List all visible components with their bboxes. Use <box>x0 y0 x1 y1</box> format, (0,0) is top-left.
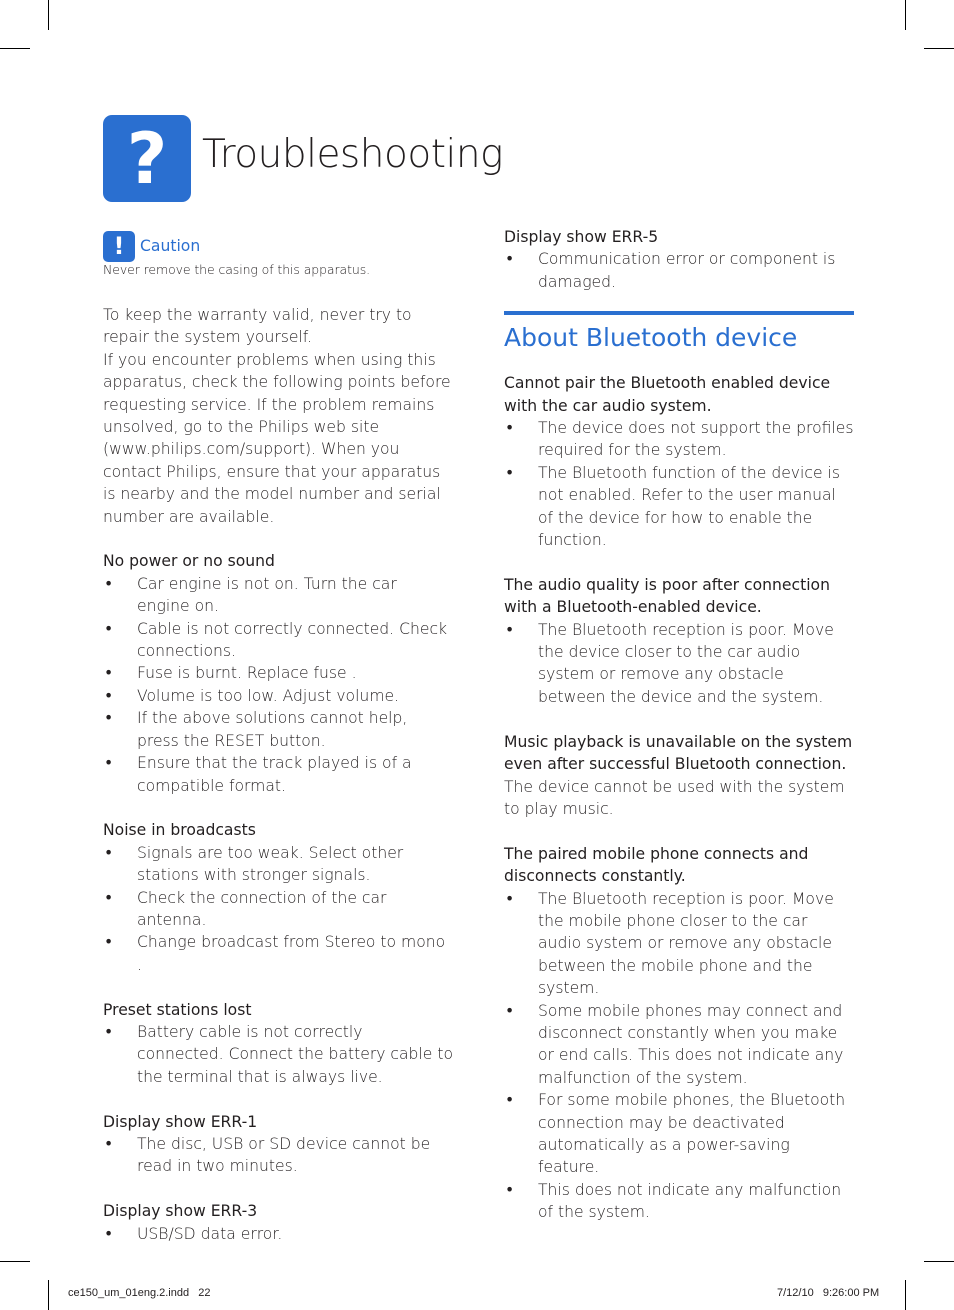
list-item <box>504 417 854 462</box>
footer-file-info: ce150_um_01eng.2.indd 22 <box>68 1287 211 1299</box>
bullet-icon: • <box>104 888 114 907</box>
bullet-icon: • <box>505 463 515 482</box>
list-item <box>103 887 453 932</box>
list-item <box>504 248 854 293</box>
list-item-text: Check the connection of the car antenna. <box>137 888 387 929</box>
troubleshooting-section <box>103 976 453 1088</box>
list-item-text: If the above solutions cannot help, press the RESET button. <box>137 709 408 750</box>
bullet-icon: • <box>505 419 515 438</box>
section-heading: Display show ERR-5 <box>504 228 659 246</box>
troubleshooting-section <box>504 820 854 1223</box>
intro-paragraph: To keep the warranty valid, never try to repair the system yourself. <box>103 306 412 347</box>
bullet-icon: • <box>505 1001 515 1020</box>
list-item <box>103 573 453 618</box>
list-item-text: Some mobile phones may connect and disconnect constantly when you make or end calls. This does not indicate any malfunction of the system. <box>538 1001 844 1087</box>
caution-label: Caution <box>140 236 201 255</box>
bullet-list <box>103 1133 453 1178</box>
bullet-icon: • <box>104 1224 114 1243</box>
bullet-list <box>504 888 854 1224</box>
bullet-list <box>504 248 854 293</box>
troubleshooting-section <box>103 1178 453 1245</box>
list-item-text: Cable is not correctly connected. Check connections. <box>137 619 448 661</box>
section-divider <box>504 311 854 315</box>
list-item-text: Signals are too weak. Select other stations with stronger signals. <box>137 843 404 885</box>
exclamation-icon: ! <box>103 231 135 262</box>
list-item-text: Car engine is not on. Turn the car engine on. <box>137 574 397 616</box>
list-item <box>103 752 453 797</box>
bullet-icon: • <box>104 664 114 683</box>
bullet-icon: • <box>104 933 114 952</box>
troubleshooting-section <box>504 551 854 708</box>
list-item-text: USB/SD data error. <box>137 1224 283 1243</box>
list-item <box>103 618 453 663</box>
bullet-icon: • <box>104 1134 114 1153</box>
list-item-text: Fuse is burnt. Replace fuse . <box>137 664 357 683</box>
list-item <box>504 1000 854 1090</box>
list-item <box>103 1133 453 1178</box>
section-paragraph: The device cannot be used with the system to play music. <box>504 777 845 818</box>
bullet-list <box>103 1223 453 1245</box>
section-title: About Bluetooth device <box>504 323 798 353</box>
list-item <box>103 707 453 752</box>
caution-text: Never remove the casing of this apparatus. <box>103 262 370 277</box>
section-heading: Music playback is unavailable on the system even after successful Bluetooth connection. <box>504 732 853 774</box>
list-item <box>103 1223 453 1245</box>
intro-paragraph: If you encounter problems when using this apparatus, check the following points before requesting service. If the problem remains unsolved, go to the Philips web site (www.philips.com/support). When you contact Philips, ensure that your apparatus is nearby and the model number and serial number are available. <box>103 350 451 526</box>
crop-mark <box>924 48 954 49</box>
troubleshooting-section <box>504 372 854 551</box>
crop-mark <box>0 1261 30 1262</box>
bullet-icon: • <box>104 574 114 593</box>
troubleshooting-section <box>504 708 854 820</box>
page-title: Troubleshooting <box>202 132 503 177</box>
troubleshooting-section <box>103 1088 453 1178</box>
list-item <box>103 662 453 684</box>
section-heading: The paired mobile phone connects and disconnects constantly. <box>504 844 809 886</box>
left-sections <box>103 528 453 1245</box>
bullet-icon: • <box>104 1022 114 1041</box>
list-item-text: Ensure that the track played is of a compatible format. <box>137 754 412 795</box>
bullet-icon: • <box>505 620 515 639</box>
section-heading: The audio quality is poor after connection with a Bluetooth-enabled device. <box>504 575 830 617</box>
question-mark-icon: ? <box>103 115 191 202</box>
bullet-icon: • <box>104 754 114 773</box>
bullet-list <box>103 842 453 976</box>
crop-mark <box>48 1280 49 1310</box>
footer-timestamp: 7/12/10 9:26:00 PM <box>777 1287 880 1299</box>
crop-mark <box>0 48 30 49</box>
bullet-list <box>103 573 453 797</box>
list-item-text: The Bluetooth reception is poor. Move the mobile phone closer to the car audio system or remove any obstacle between the mobile phone and the system. <box>538 889 834 998</box>
list-item <box>103 931 453 976</box>
section-heading: Display show ERR-1 <box>103 1112 258 1131</box>
bullet-icon: • <box>505 250 515 269</box>
list-item-text: The Bluetooth reception is poor. Move the device closer to the car audio system or remove any obstacle between the device and the system. <box>538 620 834 706</box>
list-item <box>103 842 453 887</box>
list-item <box>103 685 453 707</box>
bullet-list <box>103 1021 453 1088</box>
list-item <box>103 1021 453 1088</box>
list-item-text: Battery cable is not correctly connected. Connect the battery cable to the terminal that is always live. <box>137 1022 453 1086</box>
list-item-text: For some mobile phones, the Bluetooth connection may be deactivated automatically as a power-saving feature. <box>538 1091 846 1177</box>
list-item-text: The disc, USB or SD device cannot be read in two minutes. <box>137 1134 431 1176</box>
troubleshooting-section <box>103 797 453 976</box>
bullet-icon: • <box>104 843 114 862</box>
bullet-icon: • <box>505 1091 515 1110</box>
troubleshooting-section <box>103 528 453 797</box>
section-heading: Display show ERR-3 <box>103 1202 258 1221</box>
page-header <box>103 115 503 202</box>
crop-mark <box>48 0 49 30</box>
section-heading: Cannot pair the Bluetooth enabled device with the car audio system. <box>504 374 831 415</box>
list-item-text: The device does not support the profiles required for the system. <box>538 419 854 460</box>
bullet-icon: • <box>104 709 114 728</box>
bullet-list <box>504 619 854 709</box>
right-column <box>504 226 854 1224</box>
bluetooth-sections <box>504 372 854 1223</box>
bullet-icon: • <box>505 889 515 908</box>
section-heading: Preset stations lost <box>103 1000 252 1019</box>
list-item <box>504 1089 854 1179</box>
list-item-text: Volume is too low. Adjust volume. <box>137 686 400 705</box>
bullet-list <box>504 417 854 551</box>
list-item <box>504 462 854 552</box>
crop-mark <box>924 1261 954 1262</box>
section-heading: No power or no sound <box>103 552 275 571</box>
list-item-text: The Bluetooth function of the device is not enabled. Refer to the user manual of the device for how to enable the function. <box>538 463 840 550</box>
list-item <box>504 1179 854 1224</box>
bullet-icon: • <box>104 619 114 638</box>
list-item-text: Communication error or component is damaged. <box>538 250 836 291</box>
list-item <box>504 888 854 1000</box>
caution-box <box>103 230 453 262</box>
bullet-icon: • <box>505 1180 515 1199</box>
left-column <box>103 230 453 1245</box>
bullet-icon: • <box>104 686 114 705</box>
crop-mark <box>905 0 906 30</box>
list-item-text: Change broadcast from Stereo to mono . <box>137 933 446 974</box>
section-heading: Noise in broadcasts <box>103 821 256 840</box>
list-item <box>504 619 854 709</box>
list-item-text: This does not indicate any malfunction of the system. <box>538 1180 842 1222</box>
crop-mark <box>905 1280 906 1310</box>
